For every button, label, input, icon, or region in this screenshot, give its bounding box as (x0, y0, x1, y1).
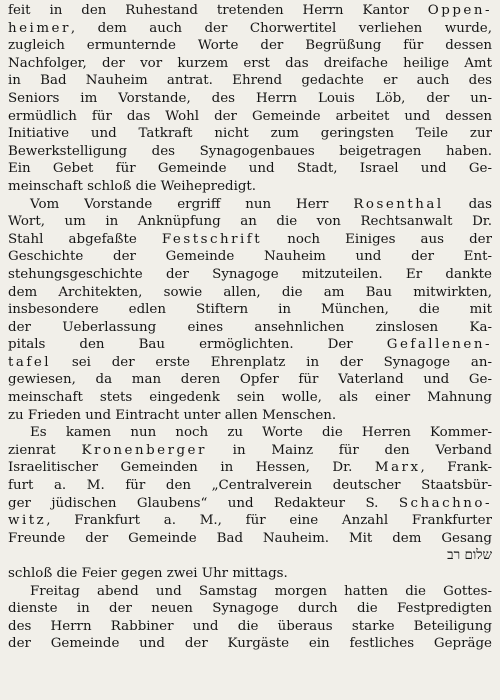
text-line: stehungsgeschichte der Synagoge mitzuteilen. Er dankte (8, 266, 492, 282)
text-segment: sei der erste Ehrenplatz in der Synagoge an- (51, 354, 492, 370)
text-line (8, 459, 492, 477)
spaced-name: Oppen- (427, 3, 492, 18)
spaced-word: tafel (8, 354, 52, 370)
text-line: Freunde der Gemeinde Bad Nauheim. Mit dem Gesang (8, 530, 492, 546)
text-segment: , Frankfurt a. M., für eine Anzahl Frankfurter (46, 513, 492, 529)
text-line: gewiesen, da man deren Opfer für Vaterland und Ge- (8, 372, 492, 388)
spaced-name: Schachno- (398, 495, 492, 511)
spaced-word: Gefallenen- (386, 337, 492, 353)
text-line: zugleich ermunternde Worte der Begrüßung für dessen (8, 38, 492, 54)
text-segment: Stahl abgefaßte (8, 231, 162, 247)
spaced-name: Rosenthal (353, 196, 444, 212)
text-segment: ger jüdischen Glaubens“ und Redakteur S. (8, 495, 399, 511)
text-segment: , Frank- (420, 460, 492, 476)
paragraph-guest-speakers (8, 424, 492, 582)
text-line: meinschaft stets eingedenk sein wolle, als einer Mahnung (8, 390, 492, 406)
text-line: dienste in der neuen Synagoge durch die Festpredigten (8, 601, 492, 617)
spaced-word: Festschrift (161, 231, 263, 247)
spaced-name: witz (8, 513, 47, 529)
text-line (8, 495, 492, 513)
spaced-name: heimer (8, 20, 71, 36)
paragraph-kantor-farewell (8, 2, 492, 196)
text-line: Bewerkstelligung des Synagogenbaues beigetragen haben. (8, 143, 492, 159)
text-line (8, 512, 492, 530)
text-segment: zienrat (8, 442, 82, 458)
spaced-name: Marx (374, 460, 421, 476)
text-segment: Vom Vorstande ergriff nun Herr (30, 196, 354, 212)
text-line: Es kamen nun noch zu Worte die Herren Kommer- (30, 425, 492, 441)
text-segment: in Mainz für den Verband (206, 442, 492, 458)
text-segment: noch Einiges aus der (262, 231, 492, 247)
text-line: furt a. M. für den „Centralverein deutscher Staatsbür- (8, 478, 492, 494)
hebrew-line: שלום רב (447, 548, 492, 564)
text-line: der Gemeinde und der Kurgäste ein festliches Gepräge (8, 636, 492, 652)
text-segment: das (443, 196, 492, 212)
text-line: schloß die Feier gegen zwei Uhr mittags. (8, 566, 288, 581)
text-line: zu Frieden und Eintracht unter allen Menschen. (8, 407, 337, 423)
text-segment: feit in den Ruhestand tretenden Herrn Kantor (8, 3, 428, 18)
text-line (8, 20, 492, 38)
text-line (8, 231, 492, 249)
paragraph-vorstand-speech (8, 196, 492, 425)
text-line: Freitag abend und Samstag morgen hatten die Gottes- (30, 583, 492, 599)
text-line (8, 442, 492, 460)
text-line: Initiative und Tatkraft nicht zum geringsten Teile zur (8, 126, 492, 142)
text-line (8, 196, 492, 214)
paragraph-sabbath-services (8, 583, 492, 653)
text-line: Seniors im Vorstande, des Herrn Louis Löb, der un- (8, 90, 492, 106)
text-line: Wort, um in Anknüpfung an die von Rechtsanwalt Dr. (8, 214, 492, 230)
text-segment: pitals den Bau ermöglichten. Der (8, 337, 387, 353)
text-line (8, 2, 492, 20)
text-line: Nachfolger, der vor kurzem erst das dreifache heilige Amt (8, 55, 492, 71)
text-segment: , dem auch der Chorwertitel verliehen wurde, (70, 20, 492, 36)
text-line: insbesondere edlen Stiftern in München, die mit (8, 302, 492, 318)
text-line: in Bad Nauheim antrat. Ehrend gedachte er auch des (8, 73, 492, 89)
text-line: ermüdlich für das Wohl der Gemeinde arbeitet und dessen (8, 108, 492, 124)
spaced-name: Kronenberger (81, 442, 207, 458)
text-line: Ein Gebet für Gemeinde und Stadt, Israel und Ge- (8, 161, 492, 177)
text-line: Geschichte der Gemeinde Nauheim und der Ent- (8, 249, 492, 265)
text-line (8, 336, 492, 354)
text-line (8, 354, 492, 372)
text-line: der Ueberlassung eines ansehnlichen zinslosen Ka- (8, 319, 492, 335)
text-line: meinschaft schloß die Weihepredigt. (8, 178, 257, 194)
text-segment: Israelitischer Gemeinden in Hessen, Dr. (8, 460, 375, 476)
text-line: dem Architekten, sowie allen, die am Bau mitwirkten, (8, 284, 492, 300)
text-line: des Herrn Rabbiner und die überaus starke Beteiligung (8, 618, 492, 634)
